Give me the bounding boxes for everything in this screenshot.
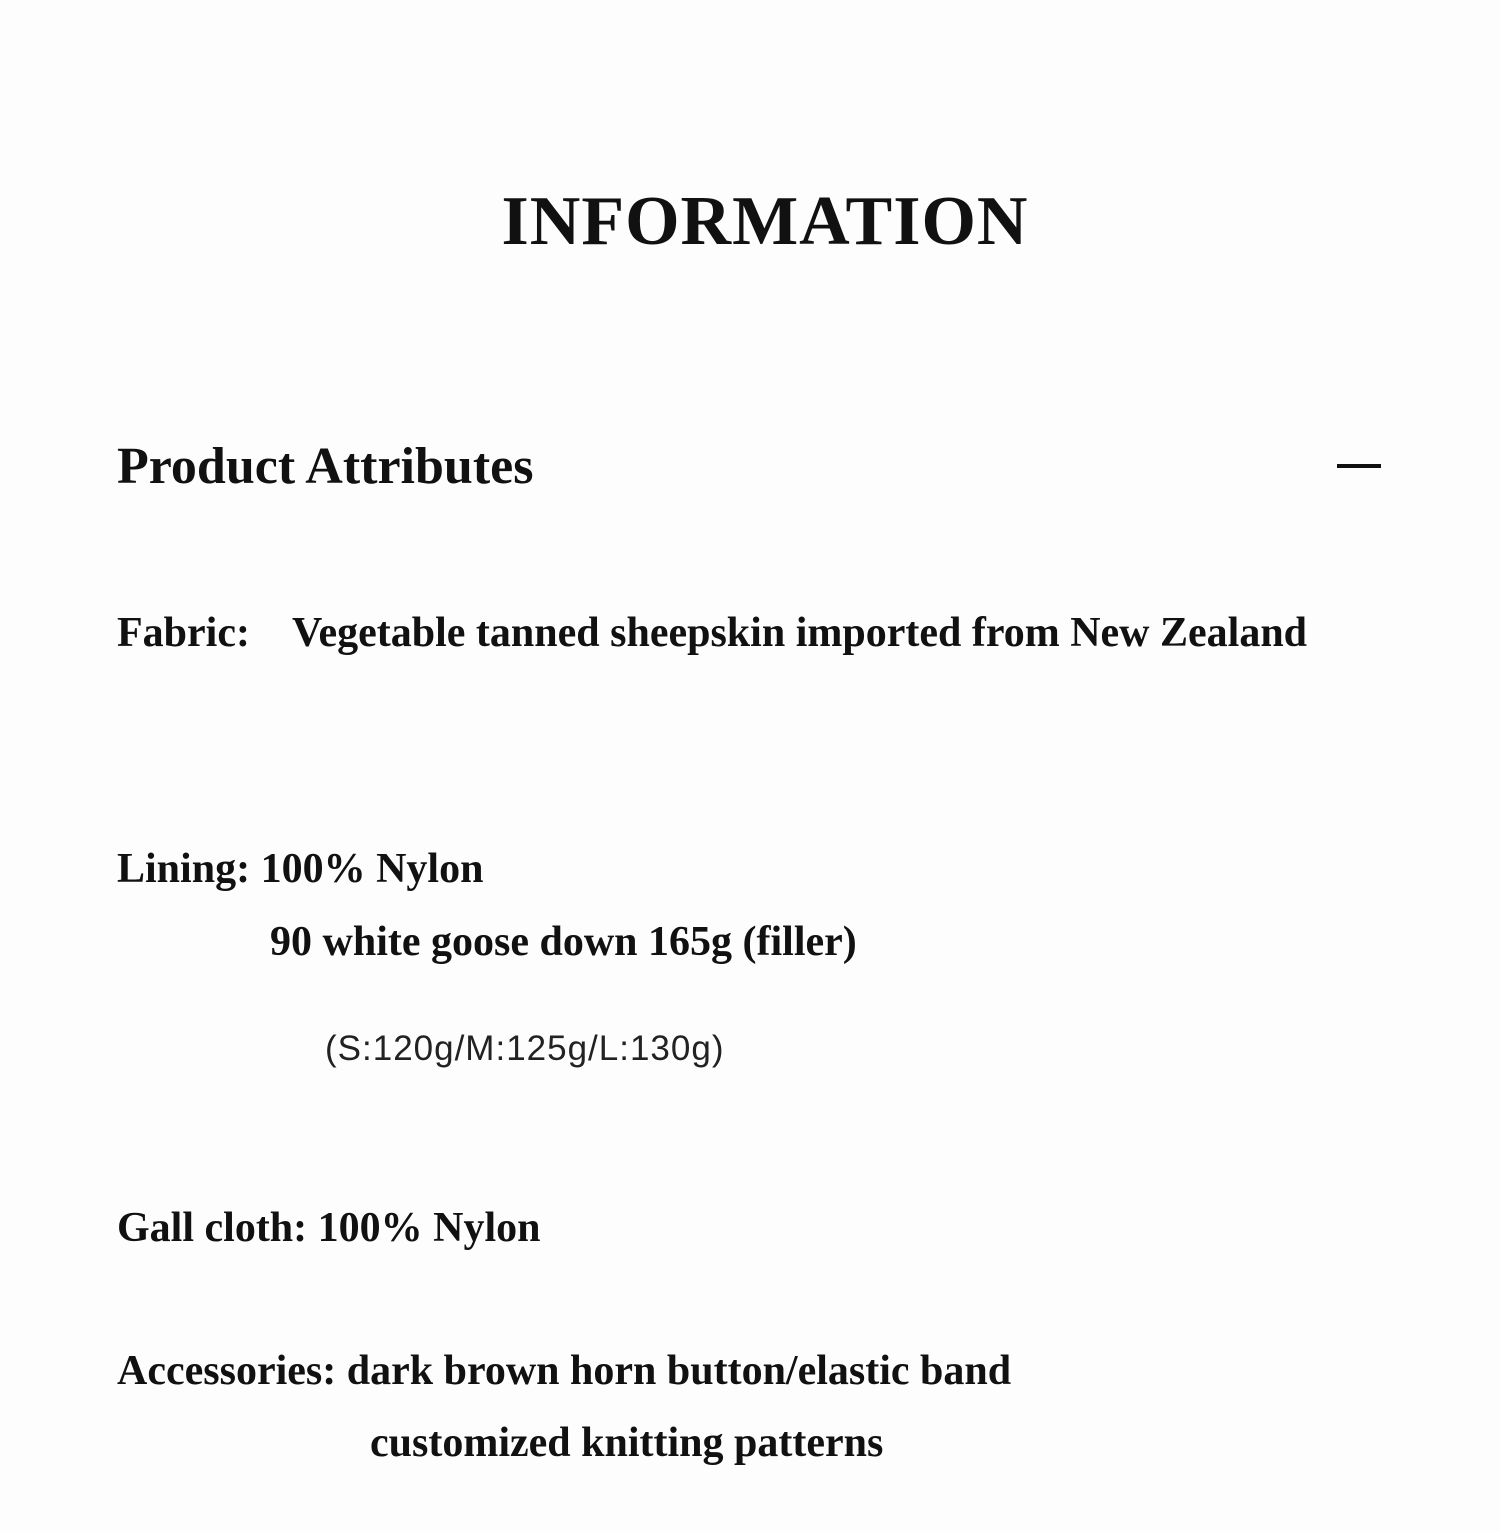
lining-sizes: (S:120g/M:125g/L:130g) bbox=[325, 1029, 725, 1068]
accessories-label: Accessories: bbox=[117, 1348, 337, 1394]
gall-cloth-value: 100% Nylon bbox=[317, 1205, 541, 1251]
gall-cloth-row bbox=[117, 1203, 541, 1253]
accessories-row bbox=[117, 1346, 1011, 1396]
section-title: Product Attributes bbox=[117, 438, 534, 495]
fabric-value: Vegetable tanned sheepskin imported from New Zealand bbox=[292, 610, 1308, 656]
accessories-extra: customized knitting patterns bbox=[370, 1420, 884, 1466]
gall-cloth-label: Gall cloth: bbox=[117, 1205, 308, 1251]
accessories-value: dark brown horn button/elastic band bbox=[346, 1348, 1012, 1394]
fabric-label: Fabric: bbox=[117, 610, 250, 656]
page-title: INFORMATION bbox=[501, 183, 1029, 260]
lining-filler: 90 white goose down 165g (filler) bbox=[270, 919, 857, 965]
minus-icon bbox=[1337, 464, 1381, 468]
lining-label: Lining: bbox=[117, 846, 251, 892]
lining-row bbox=[117, 844, 483, 894]
lining-value: 100% Nylon bbox=[260, 846, 484, 892]
collapse-toggle-button[interactable] bbox=[1337, 464, 1381, 470]
